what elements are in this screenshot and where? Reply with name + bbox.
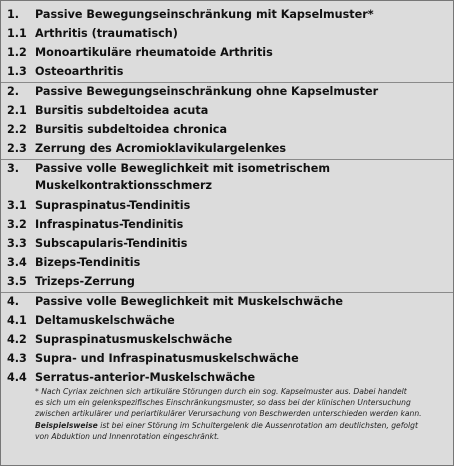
item-label: Subscapularis-Tendinitis: [35, 237, 188, 250]
footnote-line: es sich um ein gelenkspezifisches Einschränkungsmuster, so dass bei der klinischen Untersuchung: [35, 398, 411, 408]
section-number: 3.: [7, 162, 20, 175]
item-label: Monoartikuläre rheumatoide Arthritis: [35, 46, 273, 59]
footnote-emphasis: Beispielsweise: [35, 420, 98, 430]
section-divider: [1, 292, 453, 293]
item-label: Bursitis subdeltoidea chronica: [35, 123, 227, 136]
item-label: Arthritis (traumatisch): [35, 27, 178, 40]
footnote-line: [35, 420, 447, 431]
footnote-line: zwischen artikulärer und periartikulärer Verursachung von Beschwerden unterschieden werden kann.: [35, 409, 422, 419]
footnote: [35, 386, 447, 442]
item-label: Trizeps-Zerrung: [35, 275, 135, 288]
item-label: Zerrung des Acromioklavikulargelenkes: [35, 142, 287, 155]
item-label: Osteoarthritis: [35, 65, 124, 78]
item-label: Supraspinatus-Tendinitis: [35, 199, 191, 212]
section-divider: [1, 82, 453, 83]
item-label: Deltamuskelschwäche: [35, 314, 175, 327]
item-number: 1.3: [7, 65, 27, 78]
item-number: 3.1: [7, 199, 27, 212]
item-label: Bursitis subdeltoidea acuta: [35, 104, 209, 117]
footnote-line: von Abduktion und Innenrotation eingeschränkt.: [35, 431, 220, 441]
item-number: 2.1: [7, 104, 27, 117]
item-number: 3.3: [7, 237, 27, 250]
item-number: 3.2: [7, 218, 27, 231]
section-number: 1.: [7, 8, 20, 21]
item-number: 3.5: [7, 275, 27, 288]
section-title: Passive Bewegungseinschränkung ohne Kapselmuster: [35, 85, 379, 98]
item-number: 1.1: [7, 27, 27, 40]
item-label: Bizeps-Tendinitis: [35, 256, 141, 269]
item-label: Serratus-anterior-Muskelschwäche: [35, 371, 256, 384]
footnote-line: * Nach Cyriax zeichnen sich artikuläre Störungen durch ein sog. Kapselmuster aus. Dabei handelt: [35, 387, 407, 396]
item-number: 2.2: [7, 123, 27, 136]
item-number: 1.2: [7, 46, 27, 59]
item-number: 4.1: [7, 314, 27, 327]
item-number: 3.4: [7, 256, 27, 269]
item-number: 4.2: [7, 333, 27, 346]
section-number: 2.: [7, 85, 20, 98]
item-number: 4.4: [7, 371, 27, 384]
section-title: Passive Bewegungseinschränkung mit Kapselmuster*: [35, 8, 374, 21]
footnote-text: ist bei einer Störung im Schultergelenk die Aussenrotation am deutlichsten, gefolgt: [97, 420, 418, 430]
item-label: Supraspinatusmuskelschwäche: [35, 333, 233, 346]
section-divider: [1, 159, 453, 160]
section-title: Passive volle Beweglichkeit mit Muskelschwäche: [35, 295, 343, 308]
section-title: Muskelkontraktionsschmerz: [35, 179, 212, 192]
item-number: 2.3: [7, 142, 27, 155]
section-number: 4.: [7, 295, 20, 308]
item-number: 4.3: [7, 352, 27, 365]
item-label: Infraspinatus-Tendinitis: [35, 218, 184, 231]
section-title: Passive volle Beweglichkeit mit isometrischem: [35, 162, 330, 175]
item-label: Supra- und Infraspinatusmuskelschwäche: [35, 352, 299, 365]
